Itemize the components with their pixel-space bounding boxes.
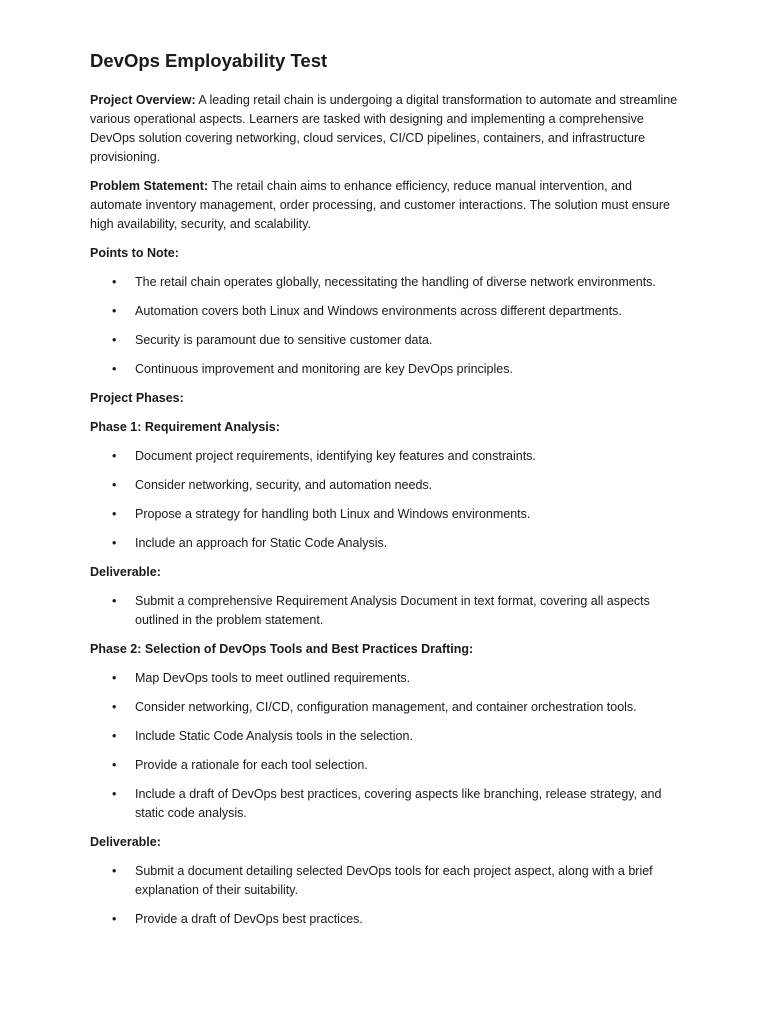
phase1-deliverable-list [90,592,680,630]
list-item [90,592,680,630]
list-item [90,505,680,524]
list-item [90,698,680,717]
points-to-note-list [90,273,680,379]
list-item-text: Continuous improvement and monitoring are key DevOps principles. [135,362,513,376]
list-item-text: Include an approach for Static Code Analysis. [135,536,388,550]
bullet-icon: • [112,594,117,608]
bullet-icon: • [112,304,117,318]
bullet-icon: • [112,536,117,550]
list-item [90,273,680,292]
bullet-icon: • [112,729,117,743]
bullet-icon: • [112,700,117,714]
bullet-icon: • [112,275,117,289]
bullet-icon: • [112,758,117,772]
points-to-note-heading: Points to Note: [90,246,179,260]
problem-statement-text: The retail chain aims to enhance efficiency, reduce manual intervention, and automate inventory management, order processing, and customer interactions. The solution must ensure high availability, security, and scalability. [90,179,670,231]
phase2-deliverable-heading: Deliverable: [90,835,161,849]
list-item-text: Map DevOps tools to meet outlined requirements. [135,671,411,685]
list-item [90,476,680,495]
list-item-text: Provide a draft of DevOps best practices. [135,912,363,926]
list-item [90,862,680,900]
project-overview-text: A leading retail chain is undergoing a digital transformation to automate and streamline various operational aspects. Learners are tasked with designing and implementing a comprehensive DevOps solution covering networking, cloud services, CI/CD pipelines, containers, and infrastructure provisioning. [90,93,678,164]
list-item-text: Include Static Code Analysis tools in the selection. [135,729,413,743]
list-item-text: Provide a rationale for each tool selection. [135,758,368,772]
list-item [90,756,680,775]
bullet-icon: • [112,362,117,376]
phase1-task-list [90,447,680,553]
phase2-deliverable-list [90,862,680,929]
bullet-icon: • [112,912,117,926]
list-item-text: Consider networking, CI/CD, configuration management, and container orchestration tools. [135,700,637,714]
list-item [90,785,680,823]
phase2-task-list [90,669,680,823]
list-item [90,910,680,929]
bullet-icon: • [112,671,117,685]
bullet-icon: • [112,864,117,878]
list-item [90,447,680,466]
list-item-text: Propose a strategy for handling both Linux and Windows environments. [135,507,531,521]
list-item-text: Include a draft of DevOps best practices, covering aspects like branching, release strategy, and static code analysis. [135,787,662,820]
list-item-text: Automation covers both Linux and Windows environments across different departments. [135,304,622,318]
list-item-text: Security is paramount due to sensitive customer data. [135,333,433,347]
bullet-icon: • [112,787,117,801]
phase1-deliverable-heading: Deliverable: [90,565,161,579]
phase1-heading: Phase 1: Requirement Analysis: [90,420,280,434]
document-body [90,50,680,939]
page-title: DevOps Employability Test [90,50,328,71]
bullet-icon: • [112,449,117,463]
bullet-icon: • [112,478,117,492]
list-item-text: The retail chain operates globally, necessitating the handling of diverse network environments. [135,275,656,289]
list-item [90,302,680,321]
project-phases-heading: Project Phases: [90,391,184,405]
project-overview-paragraph [90,91,680,167]
list-item-text: Submit a document detailing selected DevOps tools for each project aspect, along with a brief explanation of their suitability. [135,864,653,897]
phase2-heading: Phase 2: Selection of DevOps Tools and Best Practices Drafting: [90,642,474,656]
problem-statement-label: Problem Statement: [90,179,209,193]
list-item [90,534,680,553]
list-item [90,360,680,379]
list-item-text: Submit a comprehensive Requirement Analysis Document in text format, covering all aspects outlined in the problem statement. [135,594,650,627]
project-overview-label: Project Overview: [90,93,196,107]
bullet-icon: • [112,507,117,521]
list-item [90,669,680,688]
problem-statement-paragraph [90,177,680,234]
list-item [90,727,680,746]
list-item [90,331,680,350]
list-item-text: Consider networking, security, and automation needs. [135,478,433,492]
list-item-text: Document project requirements, identifying key features and constraints. [135,449,536,463]
bullet-icon: • [112,333,117,347]
